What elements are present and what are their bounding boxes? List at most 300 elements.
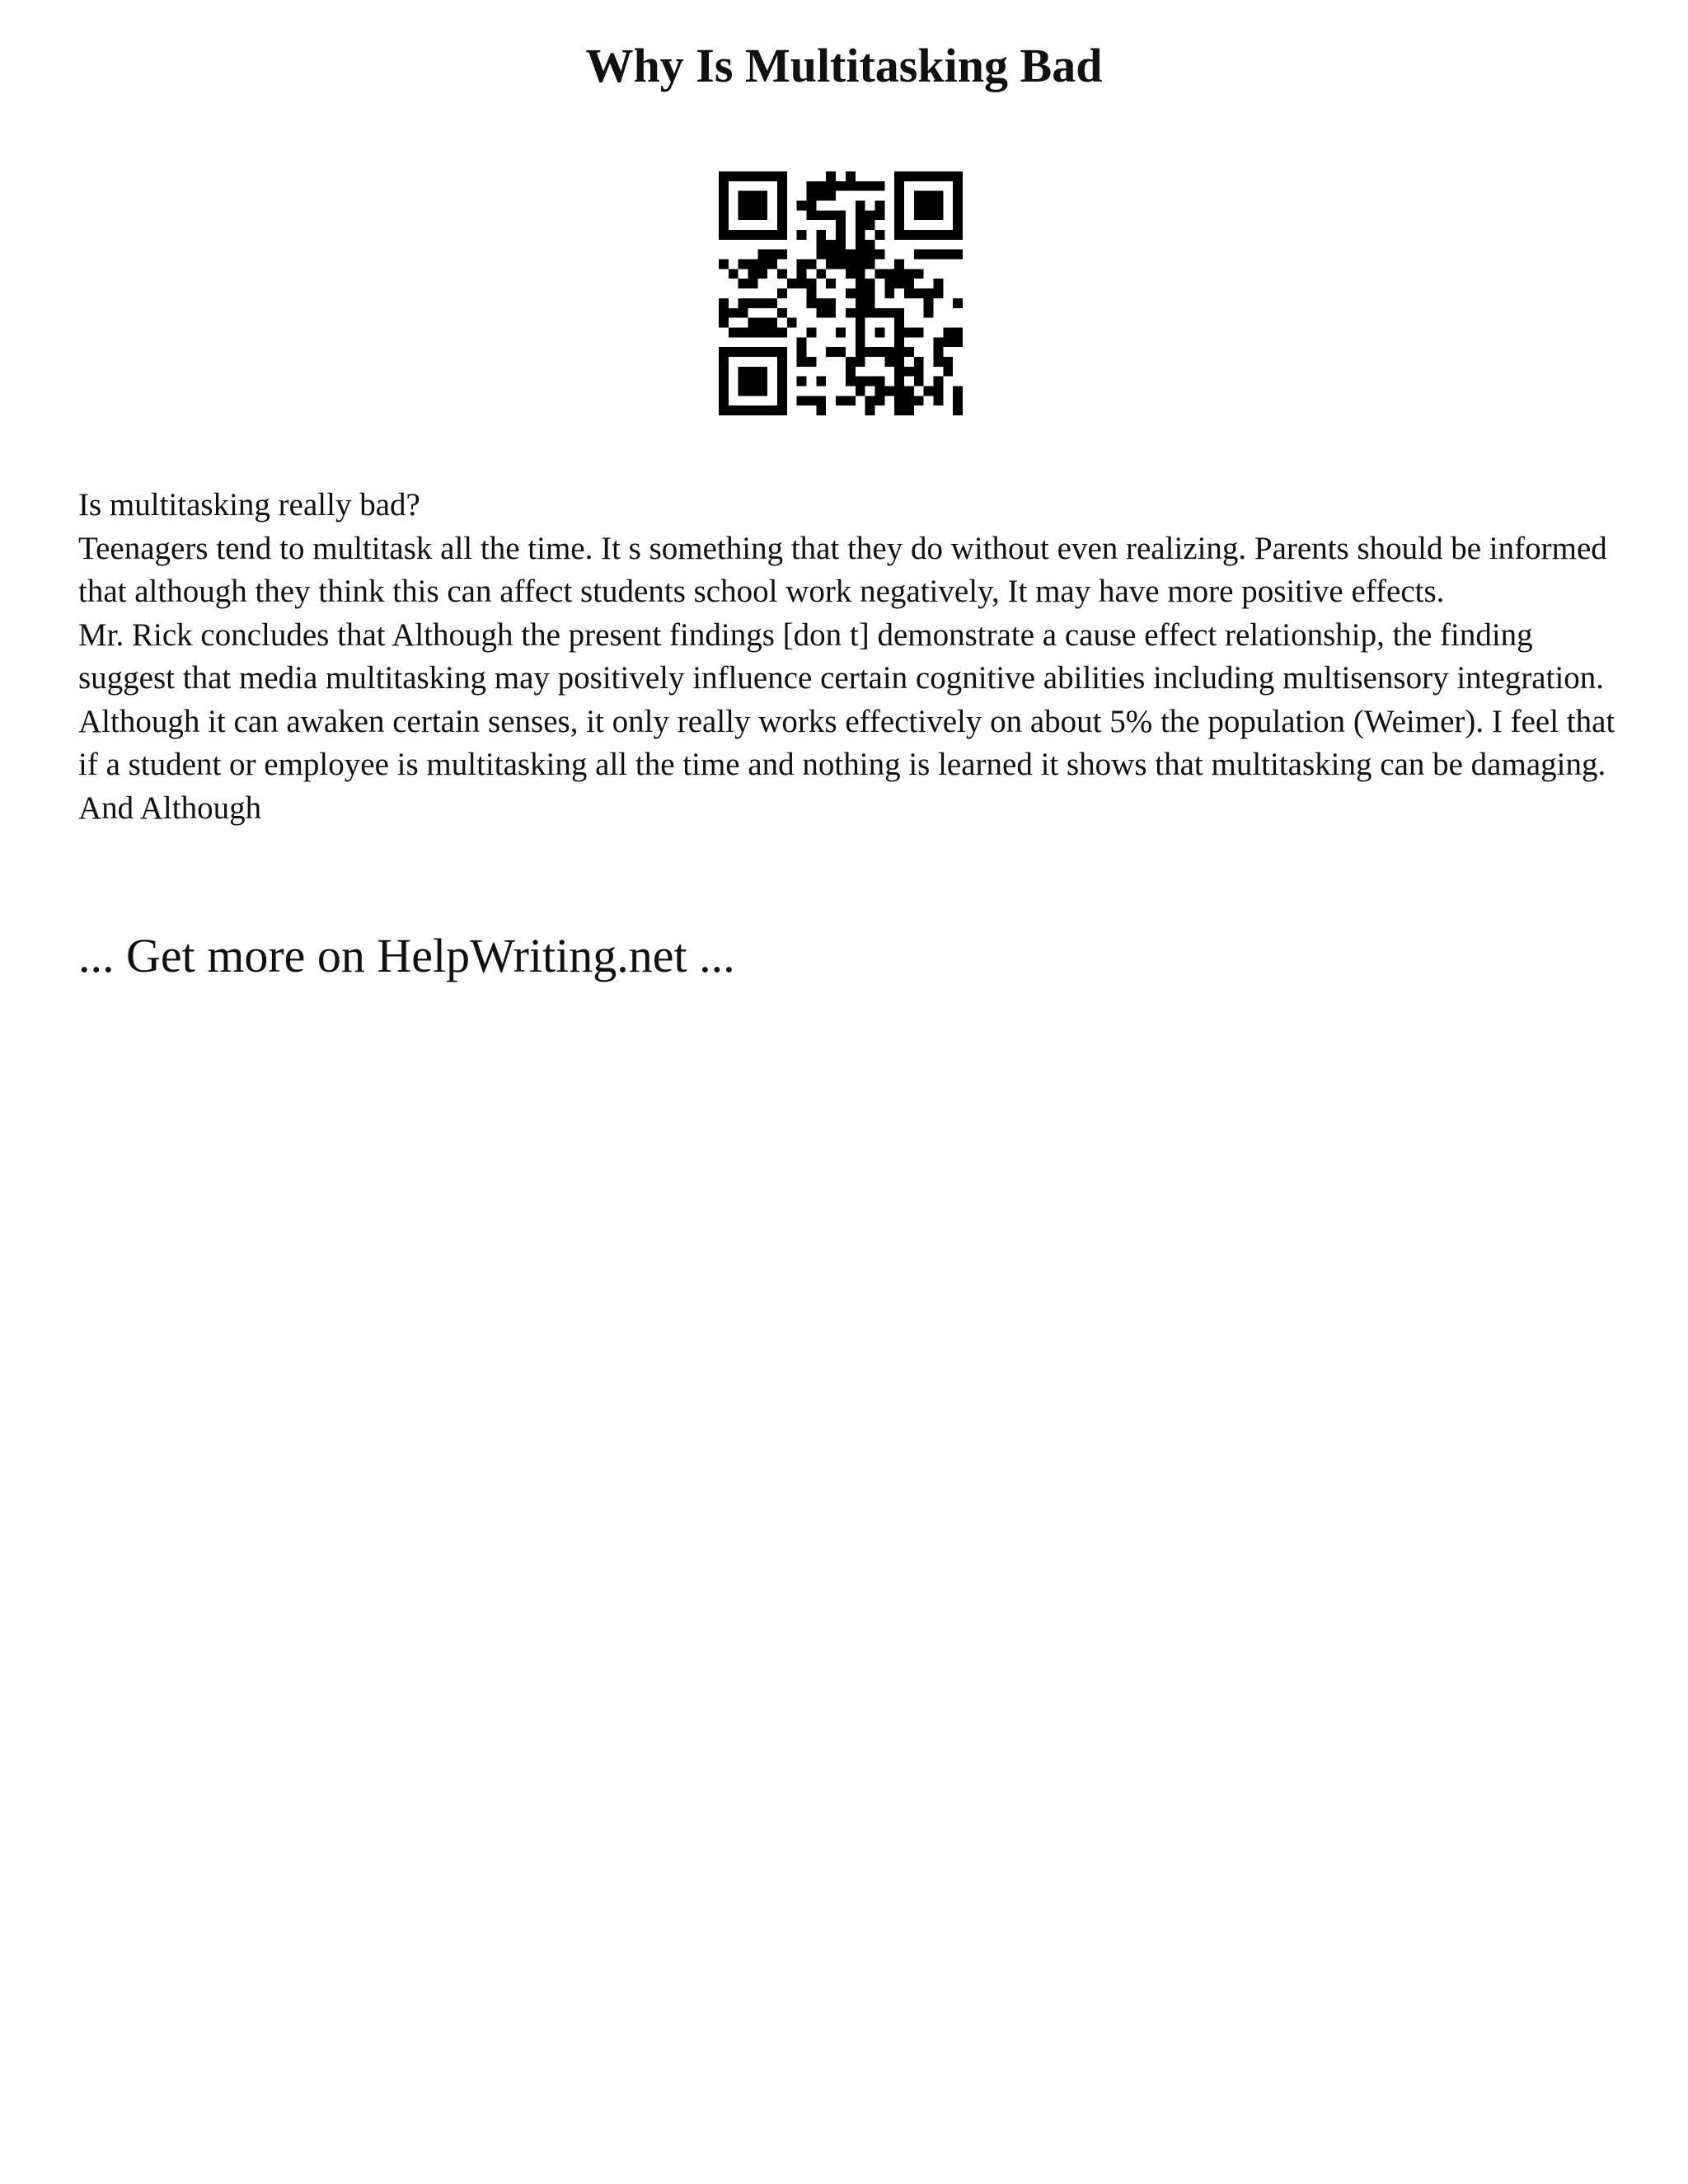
qr-module <box>719 377 729 387</box>
qr-module <box>894 327 904 337</box>
qr-module <box>748 191 758 201</box>
qr-module <box>943 230 953 240</box>
qr-module <box>884 308 894 318</box>
qr-module <box>865 240 875 250</box>
qr-module <box>777 210 787 220</box>
qr-module <box>846 181 856 191</box>
qr-module <box>904 367 914 377</box>
qr-module <box>914 250 924 260</box>
qr-module <box>865 260 875 269</box>
qr-module <box>856 327 865 337</box>
qr-module <box>836 347 846 357</box>
qr-module <box>826 347 836 357</box>
qr-module <box>953 220 963 230</box>
qr-module <box>748 377 758 387</box>
qr-module <box>777 250 787 260</box>
qr-module <box>738 279 748 288</box>
qr-module <box>933 386 943 396</box>
qr-module <box>856 357 865 367</box>
qr-module <box>904 288 914 298</box>
qr-module <box>777 377 787 387</box>
qr-module <box>884 288 894 298</box>
qr-module <box>777 171 787 181</box>
qr-module <box>748 327 758 337</box>
qr-module <box>894 377 904 387</box>
qr-module <box>719 171 729 181</box>
qr-module <box>874 230 884 240</box>
qr-module <box>914 210 924 220</box>
qr-module <box>777 288 787 298</box>
qr-module <box>729 327 738 337</box>
qr-module <box>757 405 767 415</box>
qr-module <box>767 318 777 328</box>
qr-module <box>826 279 836 288</box>
qr-module <box>894 201 904 211</box>
qr-module <box>719 308 729 318</box>
qr-module <box>846 357 856 367</box>
qr-module <box>933 396 943 405</box>
qr-module <box>874 210 884 220</box>
qr-module <box>748 318 758 328</box>
qr-module <box>748 298 758 308</box>
qr-module <box>729 405 738 415</box>
qr-module <box>807 327 817 337</box>
qr-module <box>807 396 817 405</box>
qr-module <box>856 250 865 260</box>
qr-module <box>777 181 787 191</box>
qr-module <box>874 396 884 405</box>
qr-module <box>767 171 777 181</box>
qr-module <box>953 171 963 181</box>
get-more-link[interactable]: ... Get more on HelpWriting.net ... <box>78 929 735 982</box>
qr-module <box>865 405 875 415</box>
qr-module <box>865 220 875 230</box>
qr-module <box>757 210 767 220</box>
qr-module <box>777 347 787 357</box>
qr-module <box>748 347 758 357</box>
qr-module <box>767 347 777 357</box>
qr-module <box>933 347 943 357</box>
qr-module <box>797 230 807 240</box>
qr-module <box>807 357 817 367</box>
qr-module <box>719 230 729 240</box>
qr-module <box>816 269 826 279</box>
qr-module <box>738 347 748 357</box>
qr-module <box>719 220 729 230</box>
qr-module <box>865 377 875 387</box>
qr-module <box>884 279 894 288</box>
qr-module <box>836 230 846 240</box>
qr-module <box>777 230 787 240</box>
qr-module <box>914 357 924 367</box>
qr-module <box>846 269 856 279</box>
qr-module <box>933 210 943 220</box>
qr-module <box>943 327 953 337</box>
qr-module <box>787 318 797 328</box>
qr-module <box>884 347 894 357</box>
qr-module <box>738 191 748 201</box>
qr-module <box>767 230 777 240</box>
article-paragraph-conclusion: Mr. Rick concludes that Although the present findings [don t] demonstrate a cause effect relationship, the finding suggest that media multitasking may positively influence certain cognitive abilities including multisensory integration. Although it can awaken certain senses, it only really works effectively on about 5% the population (Weimer). I feel that if a student or employee is multitasking all the time and nothing is learned it shows that multitasking can be damaging. And Although <box>78 616 1615 826</box>
qr-module <box>719 181 729 191</box>
article-paragraph-teenagers: Teenagers tend to multitask all the time. It s something that they do without even realizing. Parents should be informed that although they think this can affect students school work negatively, It may have more positive effects. <box>78 530 1607 609</box>
qr-module <box>865 298 875 308</box>
qr-module <box>757 191 767 201</box>
qr-module <box>816 396 826 405</box>
qr-module <box>856 298 865 308</box>
qr-module <box>836 327 846 337</box>
qr-module <box>816 377 826 387</box>
qr-module <box>894 405 904 415</box>
qr-module <box>933 279 943 288</box>
qr-module <box>846 396 856 405</box>
qr-module <box>767 327 777 337</box>
qr-module <box>797 201 807 211</box>
qr-module <box>767 405 777 415</box>
qr-module <box>826 171 836 181</box>
qr-module <box>884 386 894 396</box>
qr-module <box>748 201 758 211</box>
qr-module <box>924 308 934 318</box>
qr-module <box>914 327 924 337</box>
qr-module <box>933 191 943 201</box>
qr-module <box>904 327 914 337</box>
qr-module <box>719 201 729 211</box>
qr-module <box>757 367 767 377</box>
qr-module <box>894 220 904 230</box>
qr-module <box>777 357 787 367</box>
qr-module <box>856 210 865 220</box>
qr-module <box>748 367 758 377</box>
qr-module <box>943 250 953 260</box>
qr-module <box>826 298 836 308</box>
qr-module <box>856 269 865 279</box>
qr-module <box>738 230 748 240</box>
qr-module <box>846 367 856 377</box>
qr-module <box>943 171 953 181</box>
qr-module <box>943 337 953 347</box>
qr-module <box>953 337 963 347</box>
qr-module <box>894 230 904 240</box>
qr-module <box>953 201 963 211</box>
qr-module <box>894 181 904 191</box>
qr-module <box>894 357 904 367</box>
qr-module <box>797 269 807 279</box>
qr-module <box>807 260 817 269</box>
qr-module <box>807 298 817 308</box>
qr-module <box>836 240 846 250</box>
qr-module <box>816 250 826 260</box>
qr-module <box>865 250 875 260</box>
qr-module <box>904 171 914 181</box>
qr-module <box>816 240 826 250</box>
qr-module <box>874 308 884 318</box>
qr-module <box>924 171 934 181</box>
qr-module <box>807 279 817 288</box>
qr-module <box>757 171 767 181</box>
qr-module <box>894 260 904 269</box>
qr-module <box>719 347 729 357</box>
qr-module <box>904 405 914 415</box>
qr-module <box>914 367 924 377</box>
qr-module <box>816 230 826 240</box>
qr-module <box>748 260 758 269</box>
qr-module <box>816 191 826 201</box>
qr-module <box>953 191 963 201</box>
qr-module <box>914 288 924 298</box>
qr-module <box>914 377 924 387</box>
qr-module <box>748 171 758 181</box>
qr-module <box>826 191 836 201</box>
qr-module <box>738 367 748 377</box>
qr-module <box>797 337 807 347</box>
qr-module <box>777 396 787 405</box>
qr-module <box>856 347 865 357</box>
qr-module <box>826 260 836 269</box>
qr-module <box>807 210 817 220</box>
qr-module <box>757 347 767 357</box>
qr-module <box>865 210 875 220</box>
qr-module <box>826 240 836 250</box>
qr-module <box>865 396 875 405</box>
qr-module <box>846 308 856 318</box>
qr-module <box>894 396 904 405</box>
qr-module <box>738 260 748 269</box>
qr-module <box>738 201 748 211</box>
qr-module <box>777 220 787 230</box>
qr-module <box>924 230 934 240</box>
qr-module <box>757 269 767 279</box>
article-body <box>78 484 1628 830</box>
qr-module <box>757 260 767 269</box>
qr-module <box>719 367 729 377</box>
qr-module <box>904 347 914 357</box>
document-title: Why Is Multitasking Bad <box>585 39 1103 92</box>
qr-module <box>904 396 914 405</box>
qr-module <box>904 269 914 279</box>
qr-module <box>953 210 963 220</box>
qr-module <box>719 210 729 220</box>
qr-module <box>807 288 817 298</box>
qr-module <box>836 250 846 260</box>
qr-module <box>719 357 729 367</box>
qr-module <box>884 357 894 367</box>
qr-module <box>953 386 963 396</box>
qr-module <box>757 298 767 308</box>
qr-module <box>836 210 846 220</box>
qr-module <box>856 308 865 318</box>
qr-module <box>757 230 767 240</box>
qr-module <box>719 191 729 201</box>
qr-module <box>738 386 748 396</box>
qr-module <box>767 298 777 308</box>
qr-module <box>836 181 846 191</box>
qr-module <box>856 377 865 387</box>
qr-module <box>729 308 738 318</box>
qr-module <box>933 250 943 260</box>
qr-module <box>767 250 777 260</box>
qr-module <box>874 201 884 211</box>
qr-module <box>757 201 767 211</box>
qr-module <box>846 250 856 260</box>
qr-module <box>865 288 875 298</box>
qr-module <box>933 337 943 347</box>
qr-module <box>874 250 884 260</box>
qr-module <box>856 240 865 250</box>
qr-module <box>953 327 963 337</box>
qr-module <box>924 201 934 211</box>
qr-module <box>836 396 846 405</box>
qr-module <box>894 269 904 279</box>
qr-module <box>738 298 748 308</box>
qr-module <box>856 220 865 230</box>
qr-module <box>933 171 943 181</box>
qr-module <box>943 357 953 367</box>
qr-module <box>846 288 856 298</box>
qr-module <box>933 230 943 240</box>
qr-module <box>719 298 729 308</box>
qr-module <box>953 230 963 240</box>
qr-module <box>924 298 934 308</box>
qr-module <box>874 327 884 337</box>
qr-module <box>924 191 934 201</box>
qr-module <box>757 250 767 260</box>
qr-module <box>894 171 904 181</box>
qr-module <box>894 308 904 318</box>
qr-module <box>856 337 865 347</box>
qr-module <box>729 171 738 181</box>
qr-module <box>816 210 826 220</box>
qr-module <box>865 279 875 288</box>
qr-module <box>953 396 963 405</box>
qr-module <box>777 327 787 337</box>
qr-module <box>894 279 904 288</box>
qr-module <box>738 327 748 337</box>
qr-module <box>856 181 865 191</box>
qr-module <box>953 405 963 415</box>
qr-module <box>826 308 836 318</box>
qr-module <box>874 386 884 396</box>
qr-module <box>933 377 943 387</box>
qr-module <box>924 386 934 396</box>
qr-module <box>777 191 787 201</box>
qr-module <box>816 298 826 308</box>
qr-module <box>865 181 875 191</box>
qr-module <box>894 367 904 377</box>
qr-module <box>846 260 856 269</box>
qr-module <box>856 230 865 240</box>
qr-module <box>904 230 914 240</box>
qr-module <box>836 220 846 230</box>
qr-module <box>856 279 865 288</box>
qr-module <box>953 181 963 191</box>
qr-module <box>914 171 924 181</box>
qr-module <box>797 279 807 288</box>
qr-module <box>953 250 963 260</box>
qr-module <box>767 260 777 269</box>
qr-module <box>914 269 924 279</box>
qr-module <box>874 377 884 387</box>
qr-module <box>904 386 914 396</box>
qr-module <box>719 260 729 269</box>
qr-module <box>933 201 943 211</box>
qr-module <box>777 386 787 396</box>
qr-module <box>856 386 865 396</box>
qr-module <box>894 386 904 396</box>
qr-module <box>933 357 943 367</box>
qr-module <box>719 318 729 328</box>
qr-module <box>757 327 767 337</box>
qr-module <box>777 308 787 318</box>
qr-module <box>777 201 787 211</box>
qr-module <box>846 171 856 181</box>
qr-module <box>894 347 904 357</box>
qr-module <box>797 377 807 387</box>
qr-module <box>914 201 924 211</box>
qr-module <box>924 288 934 298</box>
qr-module <box>748 405 758 415</box>
qr-module <box>738 171 748 181</box>
qr-module <box>924 250 934 260</box>
qr-module <box>797 347 807 357</box>
qr-module <box>856 260 865 269</box>
qr-module <box>807 181 817 191</box>
qr-module <box>884 269 894 279</box>
qr-code-icon <box>719 171 963 415</box>
qr-module <box>914 396 924 405</box>
qr-module <box>729 269 738 279</box>
qr-module <box>719 386 729 396</box>
qr-code-graphic <box>719 171 963 415</box>
qr-module <box>777 405 787 415</box>
qr-module <box>757 386 767 396</box>
qr-module <box>748 279 758 288</box>
qr-module <box>856 318 865 328</box>
qr-module <box>865 347 875 357</box>
qr-module <box>816 405 826 415</box>
qr-module <box>816 308 826 318</box>
qr-module <box>797 396 807 405</box>
qr-module <box>914 191 924 201</box>
qr-module <box>719 405 729 415</box>
qr-module <box>943 367 953 377</box>
qr-module <box>894 210 904 220</box>
qr-module <box>914 230 924 240</box>
qr-module <box>894 318 904 328</box>
qr-module <box>856 288 865 298</box>
qr-module <box>826 181 836 191</box>
qr-module <box>738 405 748 415</box>
qr-module <box>738 308 748 318</box>
qr-module <box>874 181 884 191</box>
qr-module <box>719 396 729 405</box>
qr-module <box>846 377 856 387</box>
qr-module <box>797 357 807 367</box>
qr-module <box>924 210 934 220</box>
qr-module <box>748 269 758 279</box>
qr-module <box>874 269 884 279</box>
qr-module <box>797 260 807 269</box>
qr-module <box>874 347 884 357</box>
qr-module <box>836 260 846 269</box>
qr-module <box>729 230 738 240</box>
qr-module <box>894 191 904 201</box>
qr-module <box>894 337 904 347</box>
qr-module <box>933 288 943 298</box>
qr-module <box>729 347 738 357</box>
qr-module <box>807 191 817 201</box>
qr-module <box>904 279 914 288</box>
